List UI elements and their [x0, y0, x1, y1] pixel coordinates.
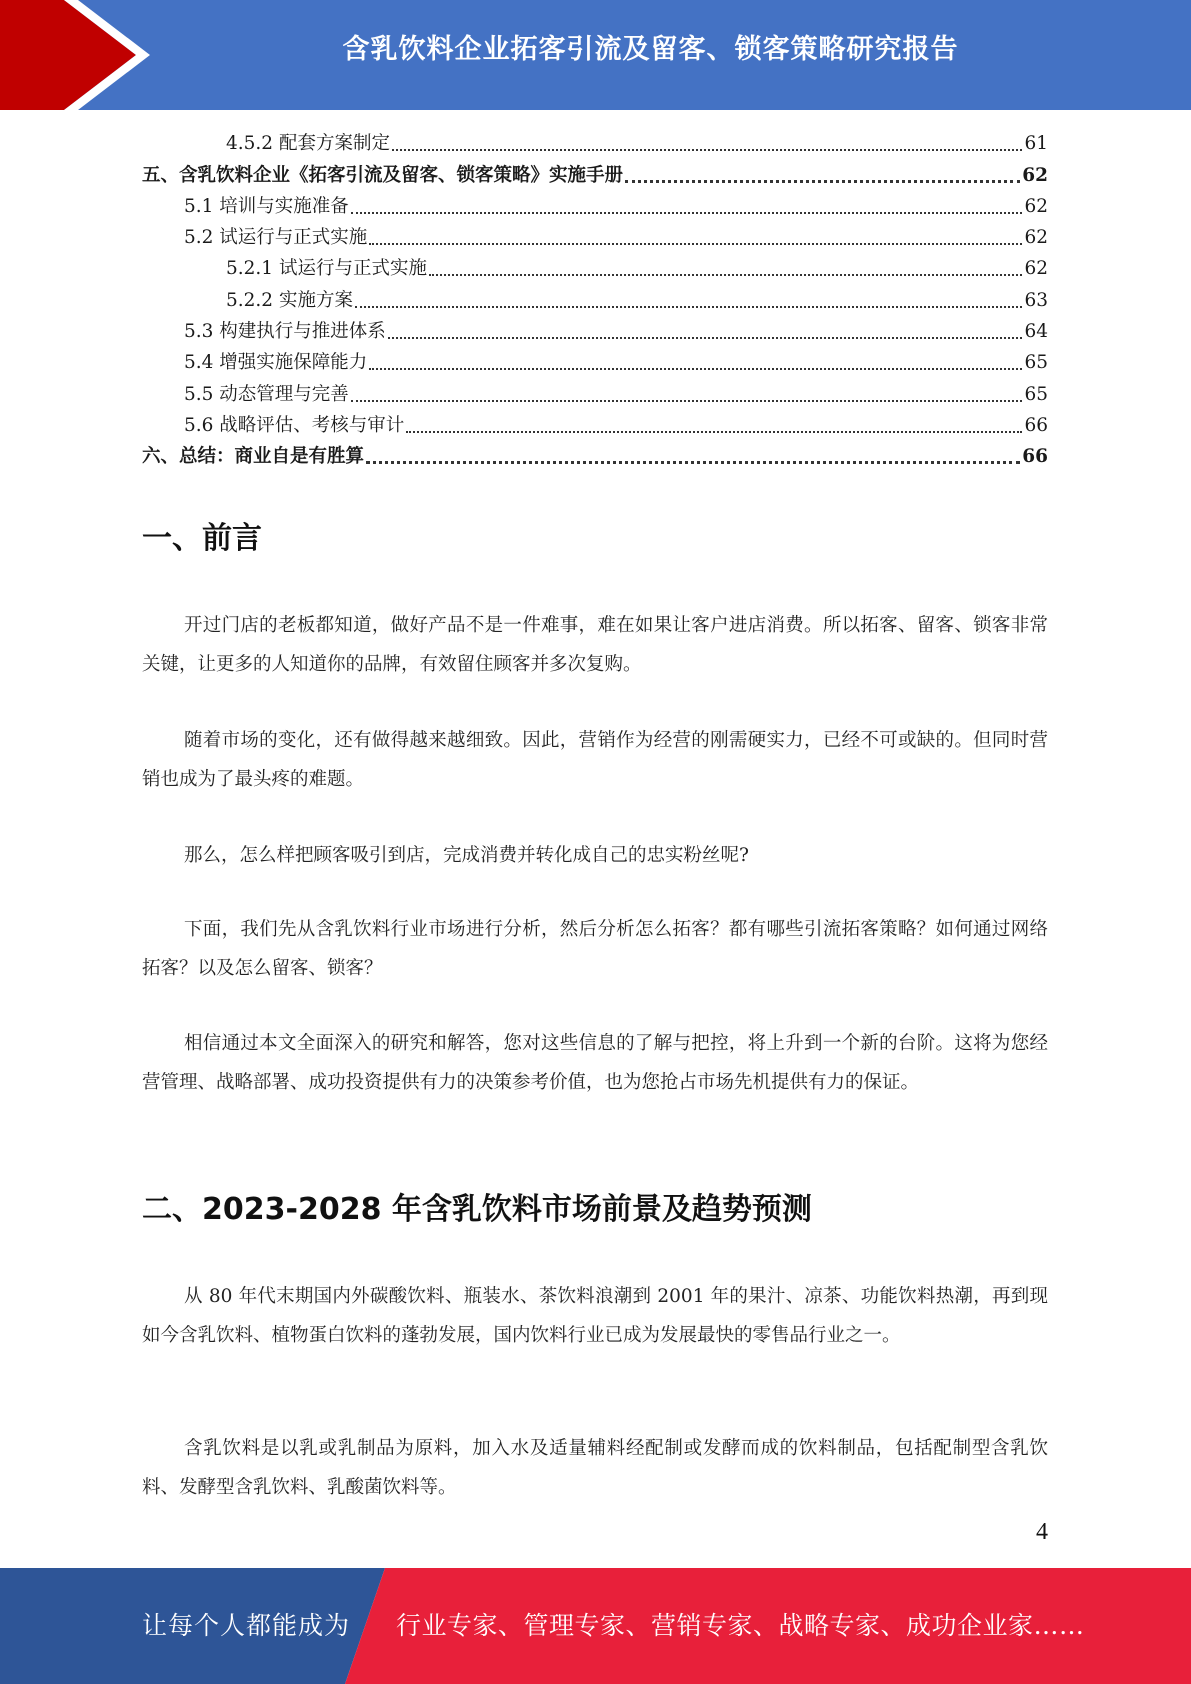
toc-leader-dots	[351, 400, 1023, 402]
toc-entry[interactable]	[142, 316, 1048, 347]
toc-entry-page: 61	[1024, 133, 1048, 155]
toc-leader-dots	[369, 368, 1022, 370]
toc-entry-text: 5.5 动态管理与完善	[184, 383, 349, 405]
toc-entry-page: 62	[1024, 195, 1048, 217]
toc-entry-page: 65	[1024, 383, 1048, 405]
toc-entry-text: 5.3 构建执行与推进体系	[184, 321, 386, 343]
toc-entry-page: 62	[1024, 227, 1048, 249]
body-paragraph: 随着市场的变化，还有做得越来越细致。因此，营销作为经营的刚需硬实力，已经不可或缺的。但同时营销也成为了最头疼的难题。	[142, 730, 1048, 790]
section-heading-market-outlook: 二、2023-2028 年含乳饮料市场前景及趋势预测	[142, 1192, 812, 1227]
section-heading-preface: 一、前言	[142, 521, 262, 556]
body-paragraph: 那么，怎么样把顾客吸引到店，完成消费并转化成自己的忠实粉丝呢?	[184, 845, 749, 866]
toc-leader-dots	[369, 243, 1022, 245]
toc-entry[interactable]	[142, 191, 1048, 222]
toc-leader-dots	[351, 212, 1023, 214]
toc-entry-text: 5.4 增强实施保障能力	[184, 352, 368, 374]
toc-entry-text: 五、含乳饮料企业《拓客引流及留客、锁客策略》实施手册	[142, 164, 624, 186]
toc-entry[interactable]	[142, 222, 1048, 253]
toc-entry-page: 62	[1024, 258, 1048, 280]
toc-entry-text: 5.6 战略评估、考核与审计	[184, 414, 405, 436]
toc-entry[interactable]	[142, 347, 1048, 378]
toc-entry-page: 65	[1024, 352, 1048, 374]
toc-entry-page: 66	[1022, 446, 1048, 468]
page-number: 4	[1036, 1519, 1048, 1545]
toc-entry-text: 六、总结：商业自是有胜算	[142, 446, 365, 468]
header-banner	[0, 0, 1191, 110]
toc-entry-text: 5.2.2 实施方案	[226, 289, 353, 311]
toc-leader-dots	[366, 461, 1020, 464]
toc-entry-text: 5.1 培训与实施准备	[184, 195, 349, 217]
toc-entry[interactable]	[142, 253, 1048, 284]
toc-leader-dots	[625, 180, 1020, 183]
toc-entry-page: 64	[1024, 321, 1048, 343]
toc-entry[interactable]	[142, 441, 1048, 472]
toc-entry-text: 5.2.1 试运行与正式实施	[226, 258, 427, 280]
toc-entry-page: 63	[1024, 289, 1048, 311]
toc-leader-dots	[429, 274, 1022, 276]
toc-entry[interactable]	[142, 159, 1048, 190]
table-of-contents	[142, 128, 1048, 472]
toc-leader-dots	[355, 306, 1023, 308]
toc-entry[interactable]	[142, 284, 1048, 315]
body-paragraph: 从 80 年代末期国内外碳酸饮料、瓶装水、茶饮料浪潮到 2001 年的果汁、凉茶、功能饮料热潮，再到现如今含乳饮料、植物蛋白饮料的蓬勃发展，国内饮料行业已成为发展最快的零售品行业之一。	[142, 1286, 1048, 1346]
footer-slogan-right: 行业专家、管理专家、营销专家、战略专家、成功企业家……	[396, 1611, 1085, 1640]
body-paragraph: 开过门店的老板都知道，做好产品不是一件难事，难在如果让客户进店消费。所以拓客、留客、锁客非常关键，让更多的人知道你的品牌，有效留住顾客并多次复购。	[142, 615, 1048, 675]
body-paragraph: 相信通过本文全面深入的研究和解答，您对这些信息的了解与把控，将上升到一个新的台阶。这将为您经营管理、战略部署、成功投资提供有力的决策参考价值，也为您抢占市场先机提供有力的保证。	[142, 1033, 1048, 1093]
toc-entry-page: 62	[1022, 164, 1048, 186]
body-paragraph: 含乳饮料是以乳或乳制品为原料，加入水及适量辅料经配制或发酵而成的饮料制品，包括配制型含乳饮料、发酵型含乳饮料、乳酸菌饮料等。	[142, 1438, 1048, 1498]
toc-entry[interactable]	[142, 128, 1048, 159]
toc-leader-dots	[392, 149, 1022, 151]
toc-leader-dots	[406, 431, 1022, 433]
toc-entry-text: 4.5.2 配套方案制定	[226, 133, 390, 155]
report-title: 含乳饮料企业拓客引流及留客、锁客策略研究报告	[342, 34, 959, 65]
toc-entry[interactable]	[142, 410, 1048, 441]
toc-entry[interactable]	[142, 378, 1048, 409]
footer-banner	[0, 1568, 1191, 1684]
toc-entry-page: 66	[1024, 414, 1048, 436]
toc-entry-text: 5.2 试运行与正式实施	[184, 227, 368, 249]
footer-slogan-left: 让每个人都能成为	[142, 1611, 351, 1640]
body-paragraph: 下面，我们先从含乳饮料行业市场进行分析，然后分析怎么拓客？都有哪些引流拓客策略？如何通过网络拓客？以及怎么留客、锁客？	[142, 919, 1048, 979]
arrow-chevron-decoration	[0, 0, 160, 110]
toc-leader-dots	[388, 337, 1023, 339]
